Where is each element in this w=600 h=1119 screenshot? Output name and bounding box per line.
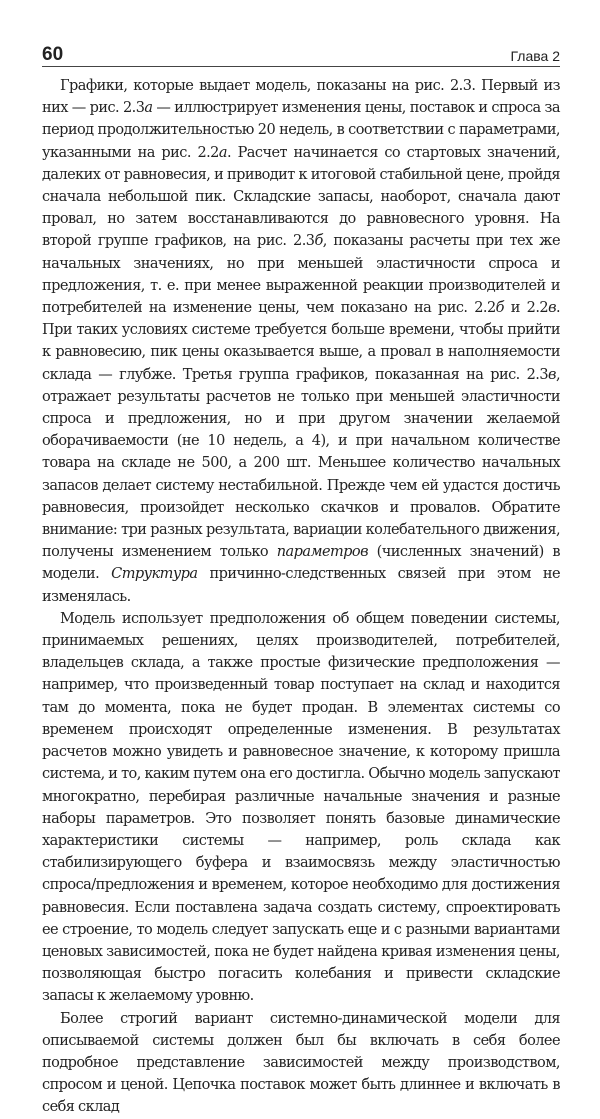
text-run: . Расчет начинается со стартовых значений, далеких от равновесия, и приводит к итоговой стабильной цене, пройдя сначала небольшой пик. Складские запасы, наоборот, сначала дают провал, но затем восстанавливаются до равновесного уровня. На второй группе графиков, на рис. 2.3 <box>42 144 561 250</box>
paragraph-1 <box>42 75 560 608</box>
running-header <box>42 40 560 67</box>
italic-text-run: б <box>495 300 504 317</box>
text-run: и 2.2 <box>503 300 549 317</box>
paragraph-3 <box>42 1008 560 1119</box>
page-number: 60 <box>42 44 64 65</box>
text-run: (численных значений) в модели. <box>42 544 560 583</box>
italic-text-run: а <box>144 100 153 117</box>
book-page <box>42 40 560 1119</box>
text-run: . При таких условиях системе требуется больше времени, чтобы прийти к равновесию, пик цены оказывается выше, а провал в наполняемости склада — глубже. Третья группа графиков, показанная на рис. 2.3 <box>42 300 561 383</box>
italic-text-run: Структура <box>111 566 198 583</box>
text-run: Модель использует предположения об общем поведении системы, принимаемых решениях, целях производителей, потребителей, владельцев склада, а также простые физические предположения — например, что произведенный товар поступает на склад и находится там до момента, пока не будет продан. В элементах системы со временем происходят определенные изменения. В результатах расчетов можно увидеть и равновесное значение, к которому пришла система, и то, каким путем она его достигла. Обычно модель запускают многократно, перебирая различные начальные значения и разные наборы параметров. Это позволяет понять базовые динамические характеристики системы — например, роль склада как стабилизирующего буфера и взаимосвязь между эластичностью спроса/предложения и временем, которое необходимо для достижения равновесия. Если поставлена задача создать систему, спроектировать ее строение, то модель следует запускать еще и с разными вариантами ценовых зависимостей, пока не будет найдена кривая изменения цены, позволяющая быстро погасить колебания и привести складские запасы к желаемому уровню. <box>42 610 561 1005</box>
italic-text-run: в <box>548 366 556 383</box>
text-run: Более строгий вариант системно-динамической модели для описываемой системы должен был бы включать в себя более подробное представление зависимостей между производством, спросом и ценой. Цепочка поставок может быть длиннее и включать в себя склад <box>42 1010 560 1116</box>
text-run: , отражает результаты расчетов не только при меньшей эластичности спроса и предложения, но и при другом значении желаемой оборачиваемости (не 10 недель, а 4), и при начальном количестве товара на складе не 500, а 200 шт. Меньшее количество начальных запасов делает систему нестабильной. Прежде чем ей удастся достичь равновесия, произойдет несколько скачков и провалов. Обратите внимание: три разных результата, вариации колебательного движения, получены изменением только <box>42 366 560 561</box>
paragraph-2 <box>42 608 560 1008</box>
italic-text-run: в <box>548 300 556 317</box>
text-run: — иллюстрирует изменения цены, поставок и спроса за период продолжительностью 20 недель, в соответствии с параметрами, указанными на рис. 2.2 <box>42 100 560 161</box>
text-run: , показаны расчеты при тех же начальных значениях, но при меньшей эластичности спроса и предложения, т. е. при менее выраженной реакции производителей и потребителей на изменение цены, чем показано на рис. 2.2 <box>42 233 561 317</box>
italic-text-run: параметров <box>276 544 368 561</box>
body-text <box>42 75 560 1119</box>
italic-text-run: б <box>314 233 323 250</box>
italic-text-run: а <box>218 144 227 161</box>
text-run: причинно-следственных связей при этом не изменялась. <box>42 566 560 605</box>
chapter-label: Глава 2 <box>510 48 560 64</box>
text-run: Графики, которые выдает модель, показаны на рис. 2.3. Первый из них — рис. 2.3 <box>42 78 560 117</box>
